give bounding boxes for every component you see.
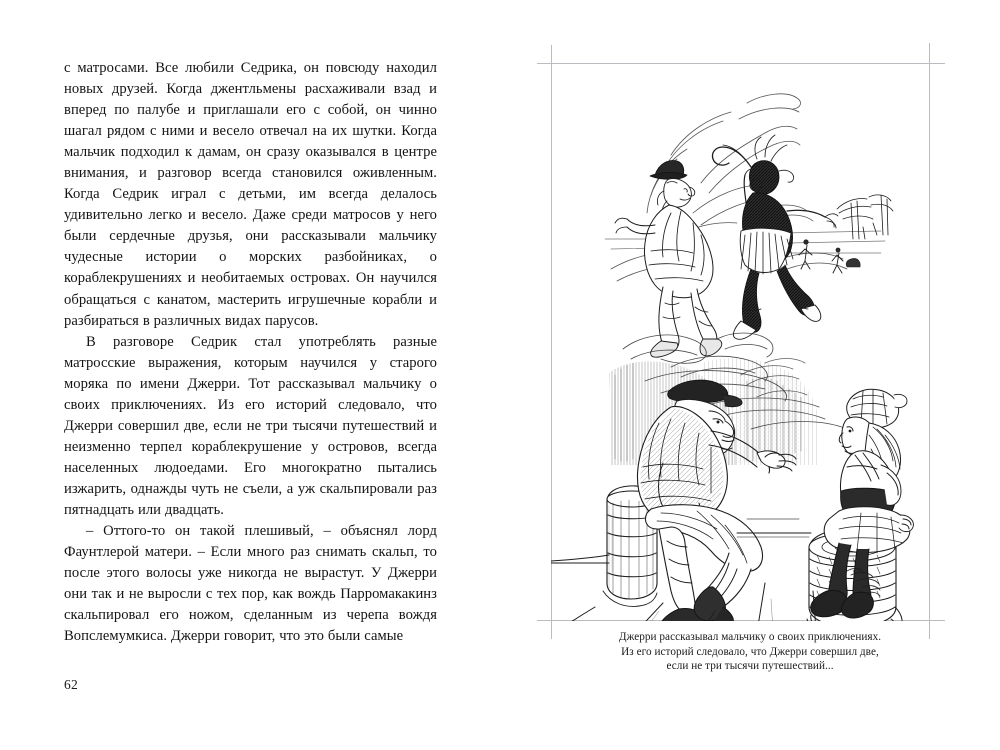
pursuing-islander	[712, 135, 838, 339]
caption-line-3: если не три тысячи путешествий...	[666, 660, 834, 673]
main-deck-scene	[551, 358, 923, 621]
paragraph-3: – Оттого-то он такой плешивый, – объяснял лорд Фаунтлерой матери. – Если много раз снимать скальп, то после этого волосы уже никогда не вырастут. У Джерри они так и не выросли с тех пор, как вождь Парромакакинз скальпировал его ножом, сделанным из черепа вождя Вопслемумкиса. Джерри говорит, что это были самые	[64, 523, 437, 645]
palm-foliage	[837, 195, 893, 239]
body-text-column	[64, 58, 437, 647]
fleeing-sailor	[615, 161, 722, 358]
page-number: 62	[64, 677, 79, 692]
caption-line-2: Из его историй следовало, что Джерри совершил две,	[621, 645, 879, 658]
illustration-frame	[551, 63, 930, 621]
illustration-svg	[551, 63, 930, 621]
caption-line-1: Джерри рассказывал мальчику о своих приключениях.	[618, 631, 882, 643]
illustration-caption	[530, 630, 970, 674]
illustration-artwork	[551, 63, 930, 621]
right-illustration-page	[500, 0, 1000, 750]
paragraph-1: с матросами. Все любили Седрика, он повсюду находил новых друзей. Когда джентльмены расхаживали взад и вперед по палубе и приглашали его с собой, он чинно шагал рядом с ними и весело отвечал на их шутки. Когда мальчик подходил к дамам, он сразу оказывался в центре внимания, и разговор всегда становился оживленным. Когда Седрик играл с детьми, им всегда делалось удивительно легко и весело. Даже среди матросов у него были сердечные друзья, они рассказывали мальчику чудесные истории о морских разбойниках, о кораблекрушениях и необитаемых островах. Он научился обращаться с канатом, мастерить игрушечные корабли и разбираться в различных видах парусов.	[64, 60, 437, 329]
distant-figures	[799, 239, 860, 273]
paragraph-2: В разговоре Седрик стал употреблять разные матросские выражения, которым научился у старого моряка по имени Джерри. Тот рассказывал мальчику о своих приключениях. Из его историй следовало, что Джерри совершил две, если не три тысячи путешествий и неизменно терпел кораблекрушение у островов, всегда населенных людоедами. Его многократно пытались изжарить, однажды чуть не съели, а уж скальпировали раз пятнадцать или двадцать.	[64, 333, 437, 518]
